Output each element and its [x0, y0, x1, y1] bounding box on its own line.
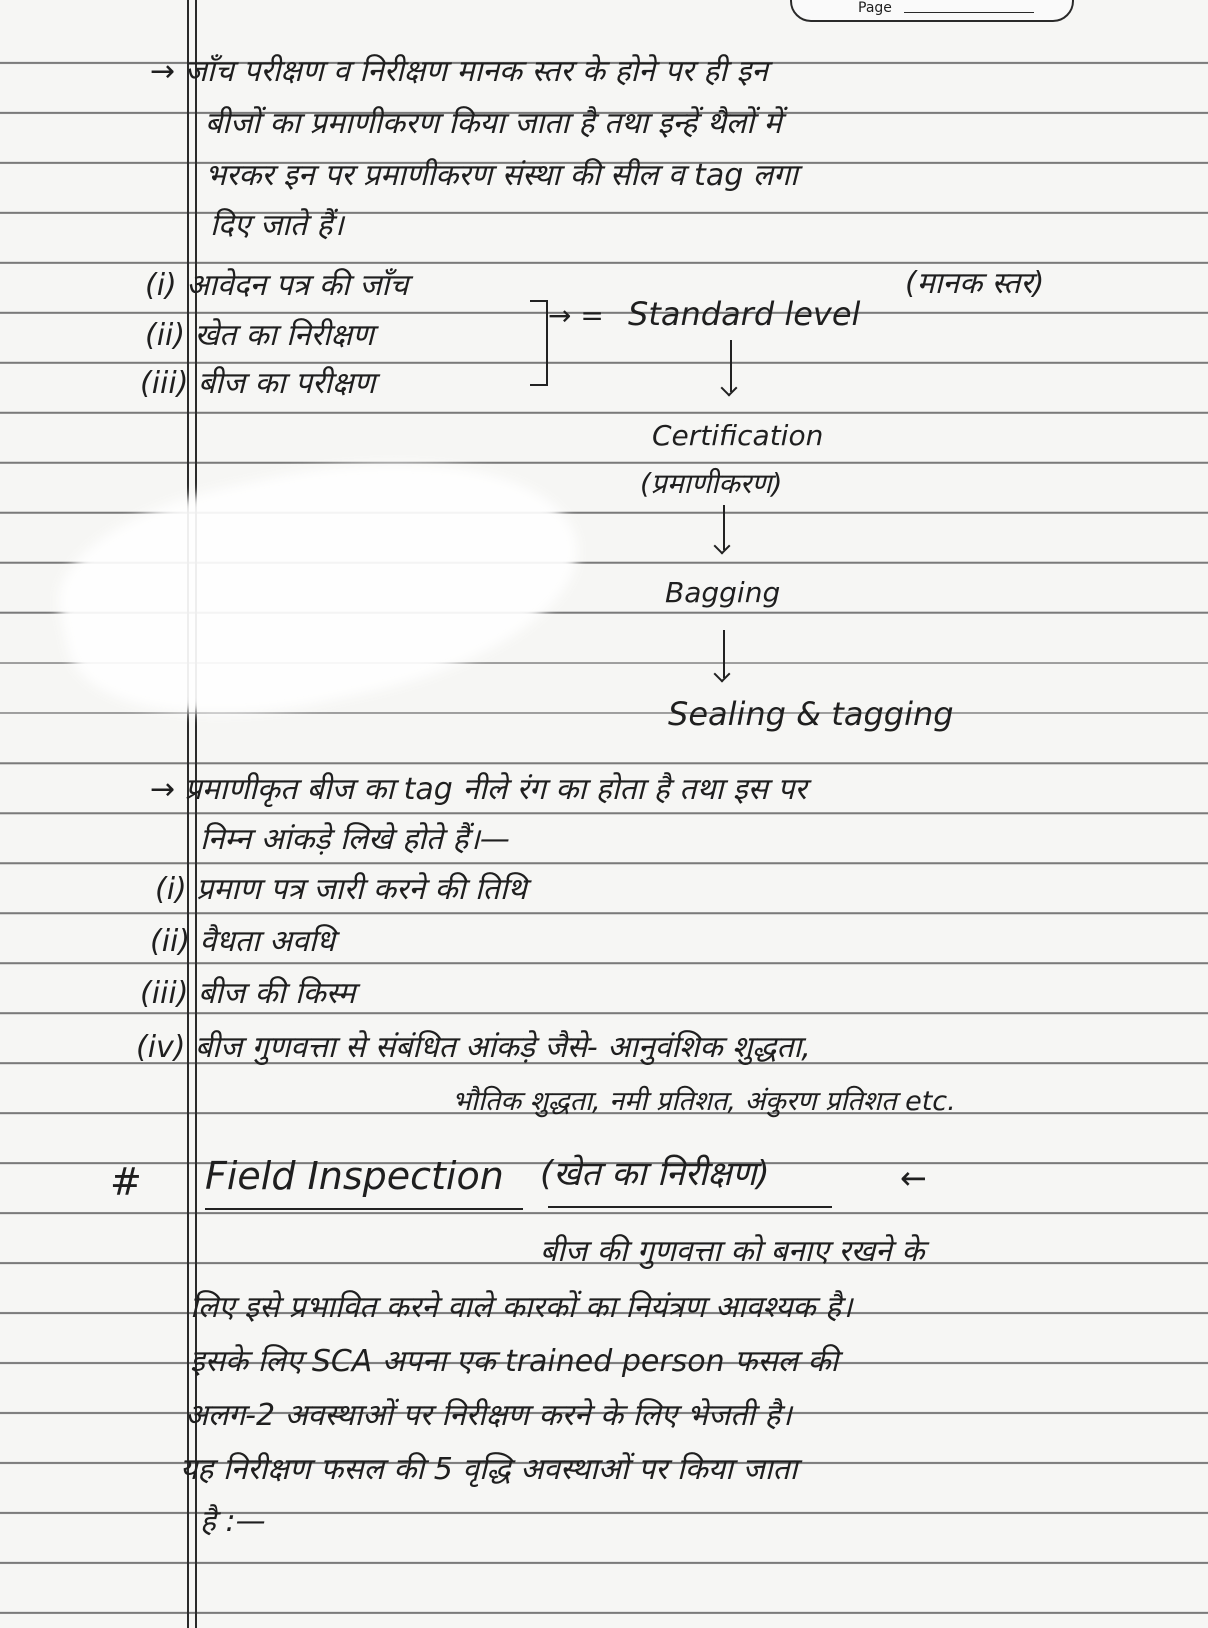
flow-standard-level: Standard level — [628, 295, 861, 333]
flow-standard-level-hindi: (मानक स्तर) — [905, 266, 1045, 301]
margin-line-right — [195, 0, 197, 1628]
tag-item-3: (iii) बीज की किस्म — [140, 976, 356, 1011]
flow-sealing-tagging: Sealing & tagging — [668, 695, 954, 733]
heading-dash: ← — [900, 1159, 927, 1197]
para2-line-2: निम्न आंकड़े लिखे होते हैं।— — [200, 822, 510, 857]
tag-item-4-continued: भौतिक शुद्धता, नमी प्रतिशत, अंकुरण प्रतिशत etc. — [452, 1086, 956, 1117]
heading-title: Field Inspection — [205, 1154, 504, 1198]
paper-smudge — [42, 418, 598, 751]
para1-line-1: → जाँच परीक्षण व निरीक्षण मानक स्तर के होने पर ही इन — [150, 54, 768, 89]
para1-line-3: भरकर इन पर प्रमाणीकरण संस्था की सील व tag लगा — [205, 158, 798, 193]
tag-item-1: (i) प्रमाण पत्र जारी करने की तिथि — [155, 872, 527, 907]
para3-line-2: लिए इसे प्रभावित करने वाले कारकों का नियंत्रण आवश्यक है। — [190, 1290, 853, 1325]
heading-title-hindi: (खेत का निरीक्षण) — [540, 1154, 770, 1194]
flow-arrow-down-3 — [723, 630, 725, 678]
page-number-line — [904, 12, 1034, 13]
page-label: Page — [858, 0, 892, 16]
flow-bagging: Bagging — [665, 576, 781, 609]
heading-title-underline — [205, 1208, 523, 1210]
para3-line-5: यह निरीक्षण फसल की 5 वृद्धि अवस्थाओं पर किया जाता — [180, 1452, 798, 1487]
para3-line-3: इसके लिए SCA अपना एक trained person फसल की — [190, 1344, 839, 1379]
tag-item-2: (ii) वैधता अवधि — [150, 924, 335, 959]
step-1: (i) आवेदन पत्र की जाँच — [145, 268, 409, 303]
step-3: (iii) बीज का परीक्षण — [140, 366, 376, 401]
steps-bracket — [530, 300, 548, 386]
tag-item-4: (iv) बीज गुणवत्ता से संबंधित आंकड़े जैसे- आनुवंशिक शुद्धता, — [136, 1030, 811, 1065]
margin-line-left — [187, 0, 189, 1628]
flow-arrow-down-1 — [730, 340, 732, 392]
para2-line-1: → प्रमाणीकृत बीज का tag नीले रंग का होता है तथा इस पर — [150, 772, 807, 807]
page-number-stamp — [790, 0, 1074, 22]
heading-hindi-underline — [548, 1206, 832, 1208]
para3-line-6: है :— — [200, 1504, 266, 1539]
para3-line-1: बीज की गुणवत्ता को बनाए रखने के — [540, 1234, 925, 1269]
para3-line-4: अलग-2 अवस्थाओं पर निरीक्षण करने के लिए भेजती है। — [185, 1398, 792, 1433]
para1-line-2: बीजों का प्रमाणीकरण किया जाता है तथा इन्हें थैलों में — [205, 106, 782, 141]
para1-line-4: दिए जाते हैं। — [210, 208, 344, 243]
flow-arrow-down-2 — [723, 505, 725, 550]
flow-arrow-right: → = — [548, 299, 604, 332]
flow-certification-hindi: (प्रमाणीकरण) — [640, 467, 783, 500]
step-2: (ii) खेत का निरीक्षण — [145, 318, 374, 353]
flow-certification: Certification — [652, 419, 824, 452]
heading-hash: # — [110, 1160, 142, 1204]
